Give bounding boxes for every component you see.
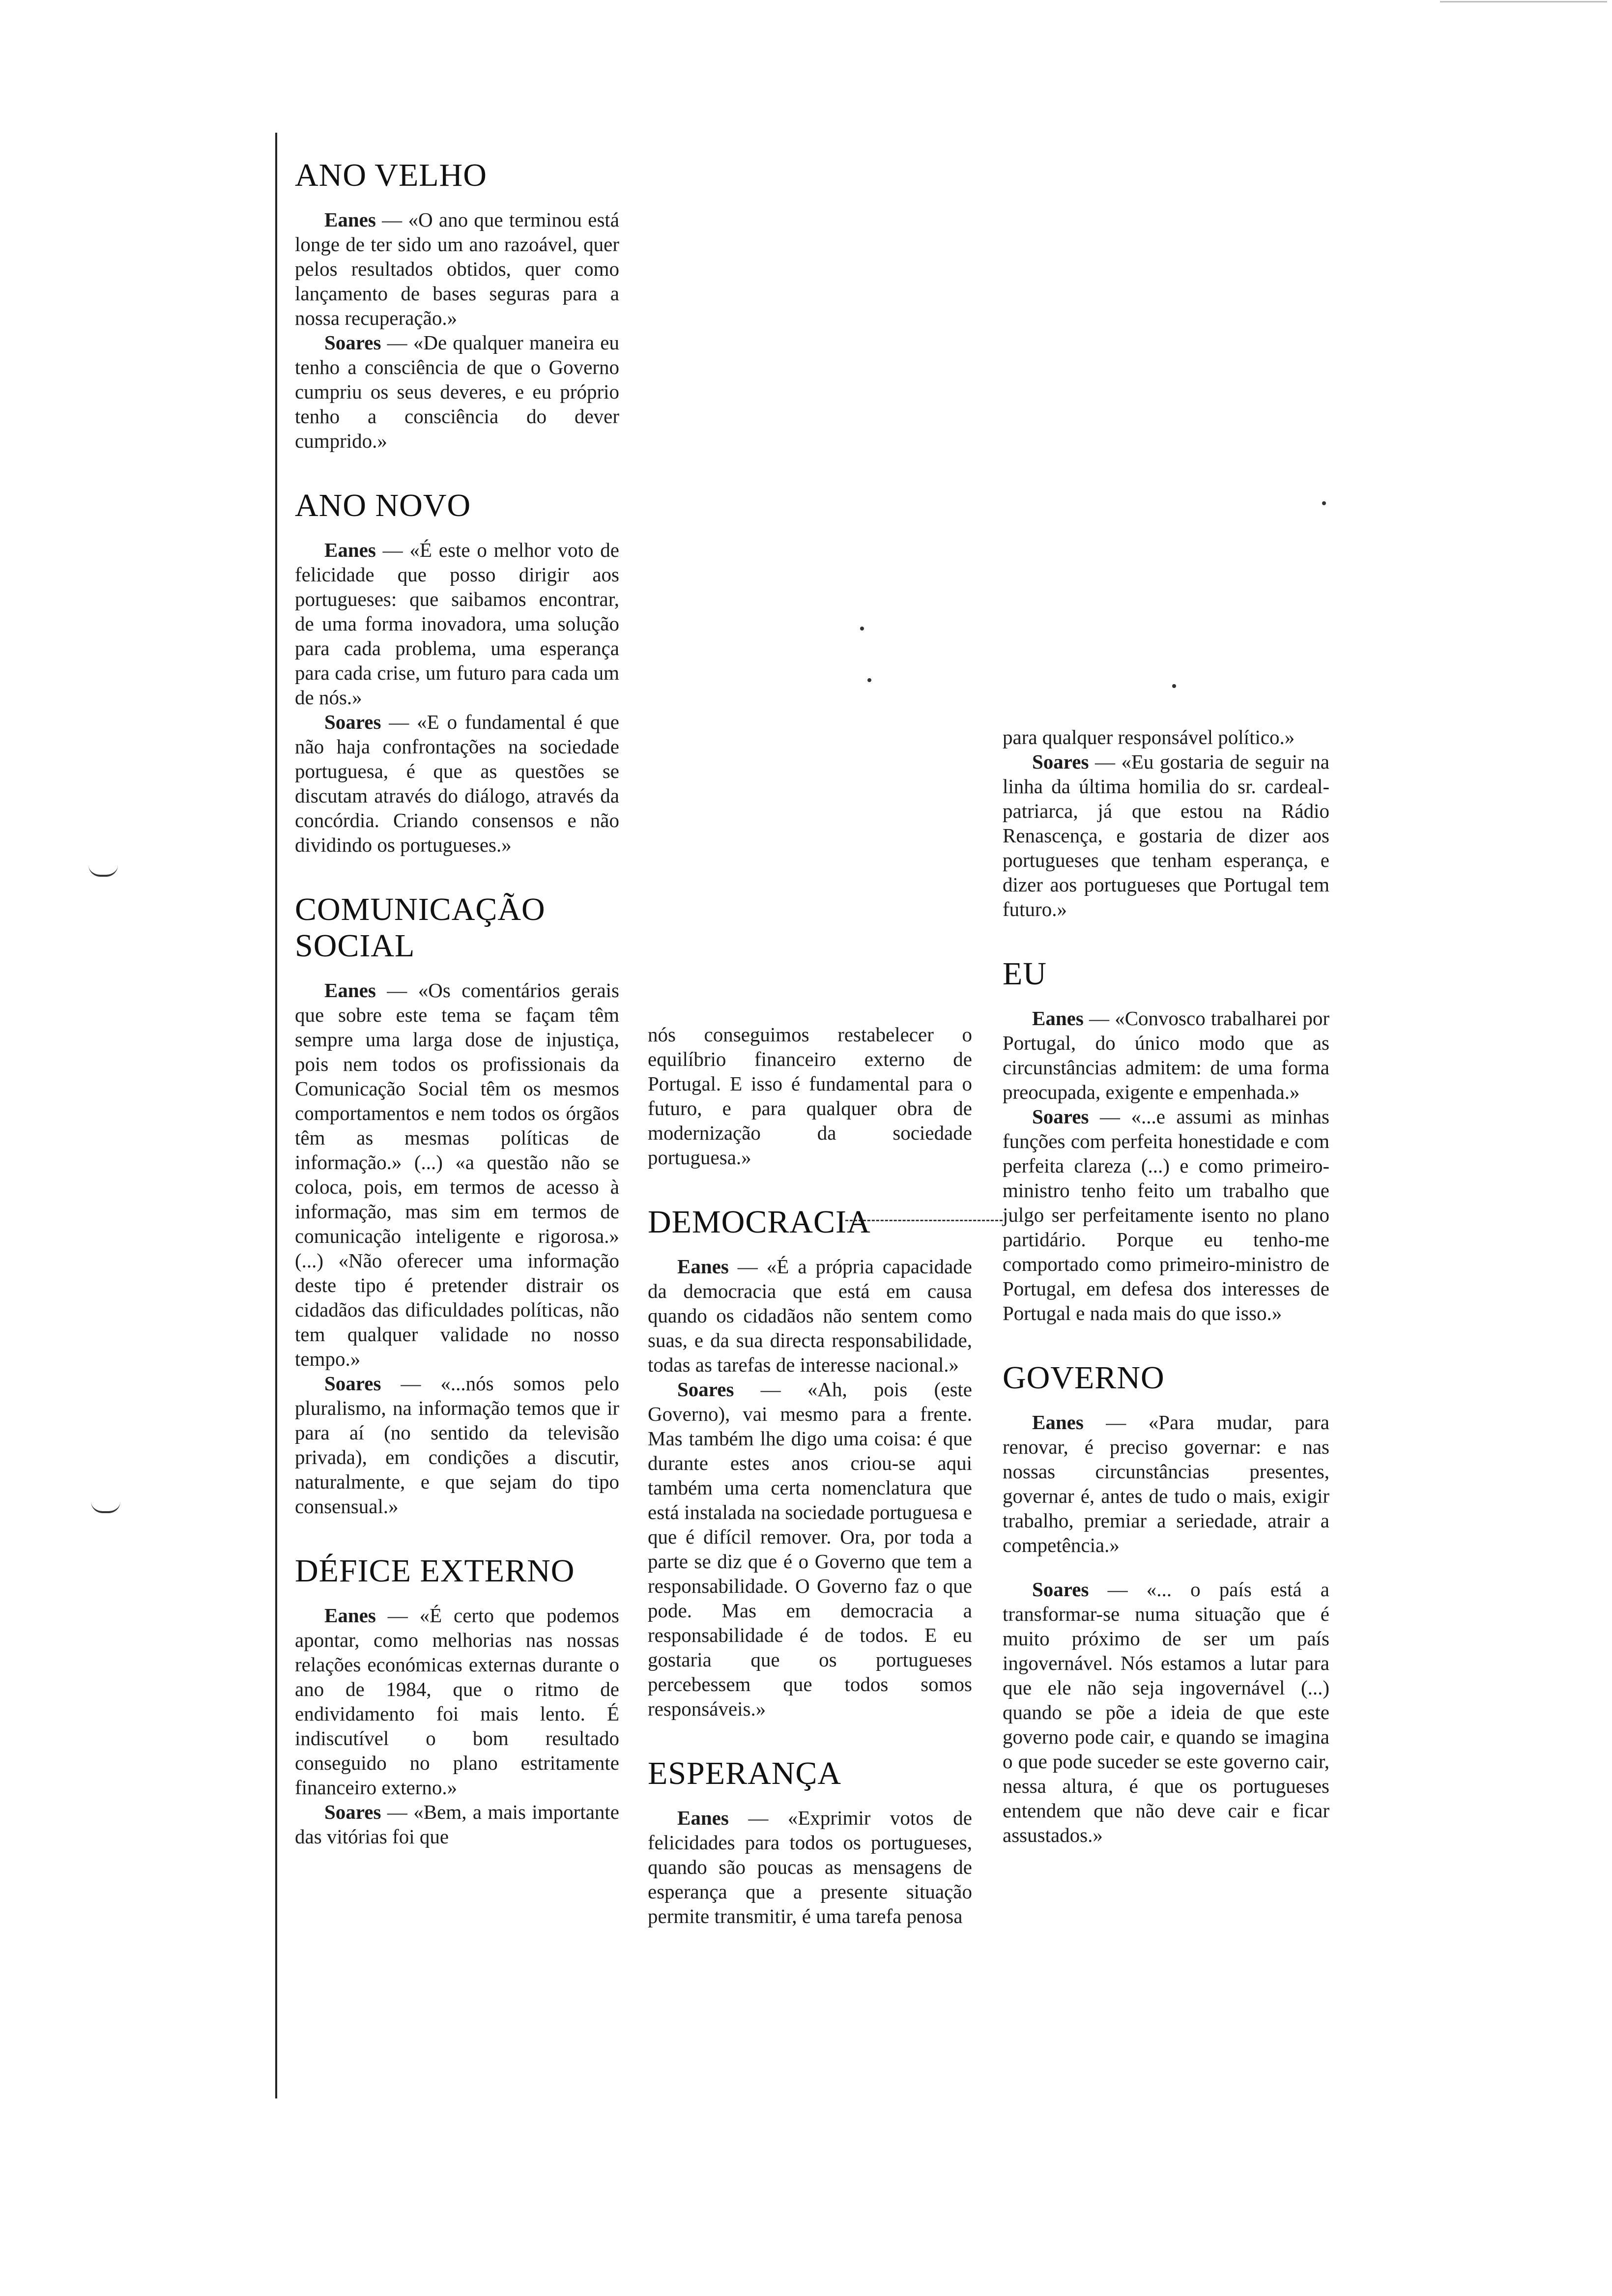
section-title: DEMOCRACIA	[648, 1204, 871, 1240]
section-governo	[1003, 1360, 1329, 1847]
section-defice-externo	[295, 1553, 619, 1849]
speaker-name: Eanes	[1032, 1007, 1084, 1030]
scan-speck	[860, 627, 864, 631]
binding-mark-lower	[91, 1501, 120, 1513]
speaker-name: Soares	[1032, 750, 1089, 773]
speaker-name: Soares	[677, 1378, 734, 1401]
eanes-quote	[295, 207, 619, 330]
soares-quote	[1003, 749, 1329, 921]
section-eu	[1003, 956, 1329, 1325]
eanes-quote	[295, 978, 619, 1371]
quote-text: — «Para mudar, para renovar, é preciso governar: e nas nossas circunstâncias presentes, governar é, antes de tudo o mais, exigir trabalho, premiar a seriedade, atrair a competência.»	[1003, 1411, 1329, 1556]
eanes-quote	[295, 538, 619, 710]
speaker-name: Soares	[1032, 1578, 1089, 1601]
quote-text: — «É certo que podemos apontar, como melhorias nas nossas relações económicas externas durante o ano de 1984, que o ritmo de endividamento foi mais lento. É indiscutível o bom resultado conseguido no plano estritamente financeiro externo.»	[295, 1604, 619, 1799]
quote-text: — «Exprimir votos de felicidades para todos os portugueses, quando são poucas as mensagens de esperança que a presente situação permite transmitir, é uma tarefa penosa	[648, 1807, 972, 1927]
soares-quote	[295, 1800, 619, 1849]
quote-text: — «...nós somos pelo pluralismo, na informação temos que ir para aí (no sentido da televisão privada), em condições a discutir, naturalmente, e que sejam do tipo consensual.»	[295, 1372, 619, 1518]
column-1	[295, 157, 619, 1883]
binding-mark-upper	[88, 865, 118, 877]
section-title: EU	[1003, 956, 1047, 992]
quote-text: — «De qualquer maneira eu tenho a consciência de que o Governo cumpriu os seus deveres, e eu próprio tenho a consciência do dever cumprido.»	[295, 331, 619, 452]
speaker-name: Eanes	[324, 539, 376, 561]
column-3	[1003, 725, 1329, 1882]
section-comunicacao-social	[295, 891, 619, 1519]
speaker-name: Eanes	[324, 979, 376, 1002]
soares-quote	[1003, 1104, 1329, 1325]
quote-text: — «Eu gostaria de seguir na linha da última homilia do sr. cardeal-patriarca, já que estou na Rádio Renascença, e gostaria de dizer aos portugueses que tenham esperança, e dizer aos portugueses que Portugal tem futuro.»	[1003, 750, 1329, 920]
speaker-name: Soares	[324, 711, 381, 733]
section-ano-novo	[295, 488, 619, 857]
quote-text: — «É a própria capacidade da democracia que está em causa quando os cidadãos não sentem como suas, e da sua directa responsabilidade, todas as tarefas de interesse nacional.»	[648, 1255, 972, 1376]
speaker-name: Soares	[324, 331, 381, 354]
speaker-name: Eanes	[677, 1255, 729, 1278]
speaker-name: Eanes	[324, 1604, 376, 1627]
section-title: ANO NOVO	[295, 488, 471, 523]
scan-speck	[1172, 684, 1176, 688]
quote-text: — «... o país está a transformar-se numa situação que é muito próximo de ser um país ingovernável. Nós estamos a lutar para que ele não seja ingovernável (...) quando se põe a ideia de que este governo pode cair, e quando se imagina o que pode suceder se este governo cair, nessa altura, é que os portugueses entendem que não deve cair e ficar assustados.»	[1003, 1578, 1329, 1846]
quote-text: — «O ano que terminou está longe de ter sido um ano razoável, quer pelos resultados obtidos, quer como lançamento de bases seguras para a nossa recuperação.»	[295, 208, 619, 329]
scan-speck	[1322, 501, 1326, 505]
speaker-name: Eanes	[677, 1807, 729, 1829]
soares-quote	[295, 1371, 619, 1519]
speaker-name: Soares	[324, 1372, 381, 1395]
section-title: GOVERNO	[1003, 1360, 1165, 1396]
eanes-quote	[648, 1806, 972, 1928]
eanes-quote	[1003, 1006, 1329, 1104]
speaker-name: Eanes	[324, 208, 376, 231]
speaker-name: Soares	[1032, 1105, 1089, 1128]
section-title: ANO VELHO	[295, 157, 487, 193]
continued-text: para qualquer responsável político.»	[1003, 726, 1295, 748]
section-ano-velho	[295, 157, 619, 453]
eanes-quote	[648, 1254, 972, 1377]
section-title: COMUNICAÇÃO SOCIAL	[295, 891, 546, 964]
quote-text: — «É este o melhor voto de felicidade que posso dirigir aos portugueses: que saibamos encontrar, de uma forma inovadora, uma solução para cada problema, uma esperança para cada crise, um futuro para cada um de nós.»	[295, 539, 619, 709]
scan-speck	[867, 678, 871, 682]
eanes-quote	[1003, 1410, 1329, 1557]
section-defice-continued	[648, 1022, 972, 1170]
soares-quote	[295, 710, 619, 857]
quote-text: — «Convosco trabalharei por Portugal, do único modo que as circunstâncias admitem: de uma forma preocupada, exigente e empenhada.»	[1003, 1007, 1329, 1103]
left-column-rule	[275, 133, 277, 2098]
section-esperanca	[648, 1755, 972, 1928]
soares-quote	[295, 330, 619, 453]
speaker-name: Eanes	[1032, 1411, 1084, 1434]
soares-quote	[1003, 1577, 1329, 1847]
speaker-name: Soares	[324, 1801, 381, 1823]
quote-text: — «...e assumi as minhas funções com perfeita honestidade e com perfeita clareza (...) e como primeiro-ministro tenho feito um trabalho que julgo ser perfeitamente isento no plano partidário. Porque eu tenho-me comportado como primeiro-ministro de Portugal, em defesa dos interesses de Portugal e nada mais do que isso.»	[1003, 1105, 1329, 1324]
section-esperanca-continued	[1003, 725, 1329, 921]
quote-text: — «Bem, a mais importante das vitórias foi que	[295, 1801, 619, 1848]
section-title: ESPERANÇA	[648, 1755, 842, 1791]
quote-text: — «E o fundamental é que não haja confrontações na sociedade portuguesa, é que as questões se discutam através do diálogo, através da concórdia. Criando consensos e não dividindo os portugueses.»	[295, 711, 619, 856]
quote-text: — «Os comentários gerais que sobre este tema se façam têm sempre uma larga dose de injustiça, pois nem todos os profissionais da Comunicação Social têm os mesmos comportamentos e nem todos os órgãos têm as mesmas políticas de informação.» (...) «a questão não se coloca, pois, em termos de acesso à informação, mas sim em termos de comunicação inteligente e rigorosa.» (...) «Não oferecer uma informação deste tipo é pretender distrair os cidadãos das dificuldades políticas, não tem qualquer validade no nosso tempo.»	[295, 979, 619, 1370]
continued-text: nós conseguimos restabelecer o equilíbrio financeiro externo de Portugal. E isso é fundamental para o futuro, e para qualquer obra de modernização da sociedade portuguesa.»	[648, 1023, 972, 1169]
quote-text: — «Ah, pois (este Governo), vai mesmo para a frente. Mas também lhe digo uma coisa: é que durante estes anos criou-se aqui também uma certa nomenclatura que está instalada na sociedade portuguesa e que é difícil remover. Ora, por toda a parte se diz que é o Governo que tem a responsabilidade. O Governo faz o que pode. Mas em democracia a responsabilidade é de todos. E eu gostaria que os portugueses percebessem que todos somos responsáveis.»	[648, 1378, 972, 1720]
section-title: DÉFICE EXTERNO	[295, 1553, 575, 1589]
eanes-quote	[295, 1603, 619, 1800]
column-2	[648, 1022, 972, 1963]
section-democracia	[648, 1204, 972, 1721]
top-edge-rule	[1440, 1, 1607, 2]
soares-quote	[648, 1377, 972, 1721]
